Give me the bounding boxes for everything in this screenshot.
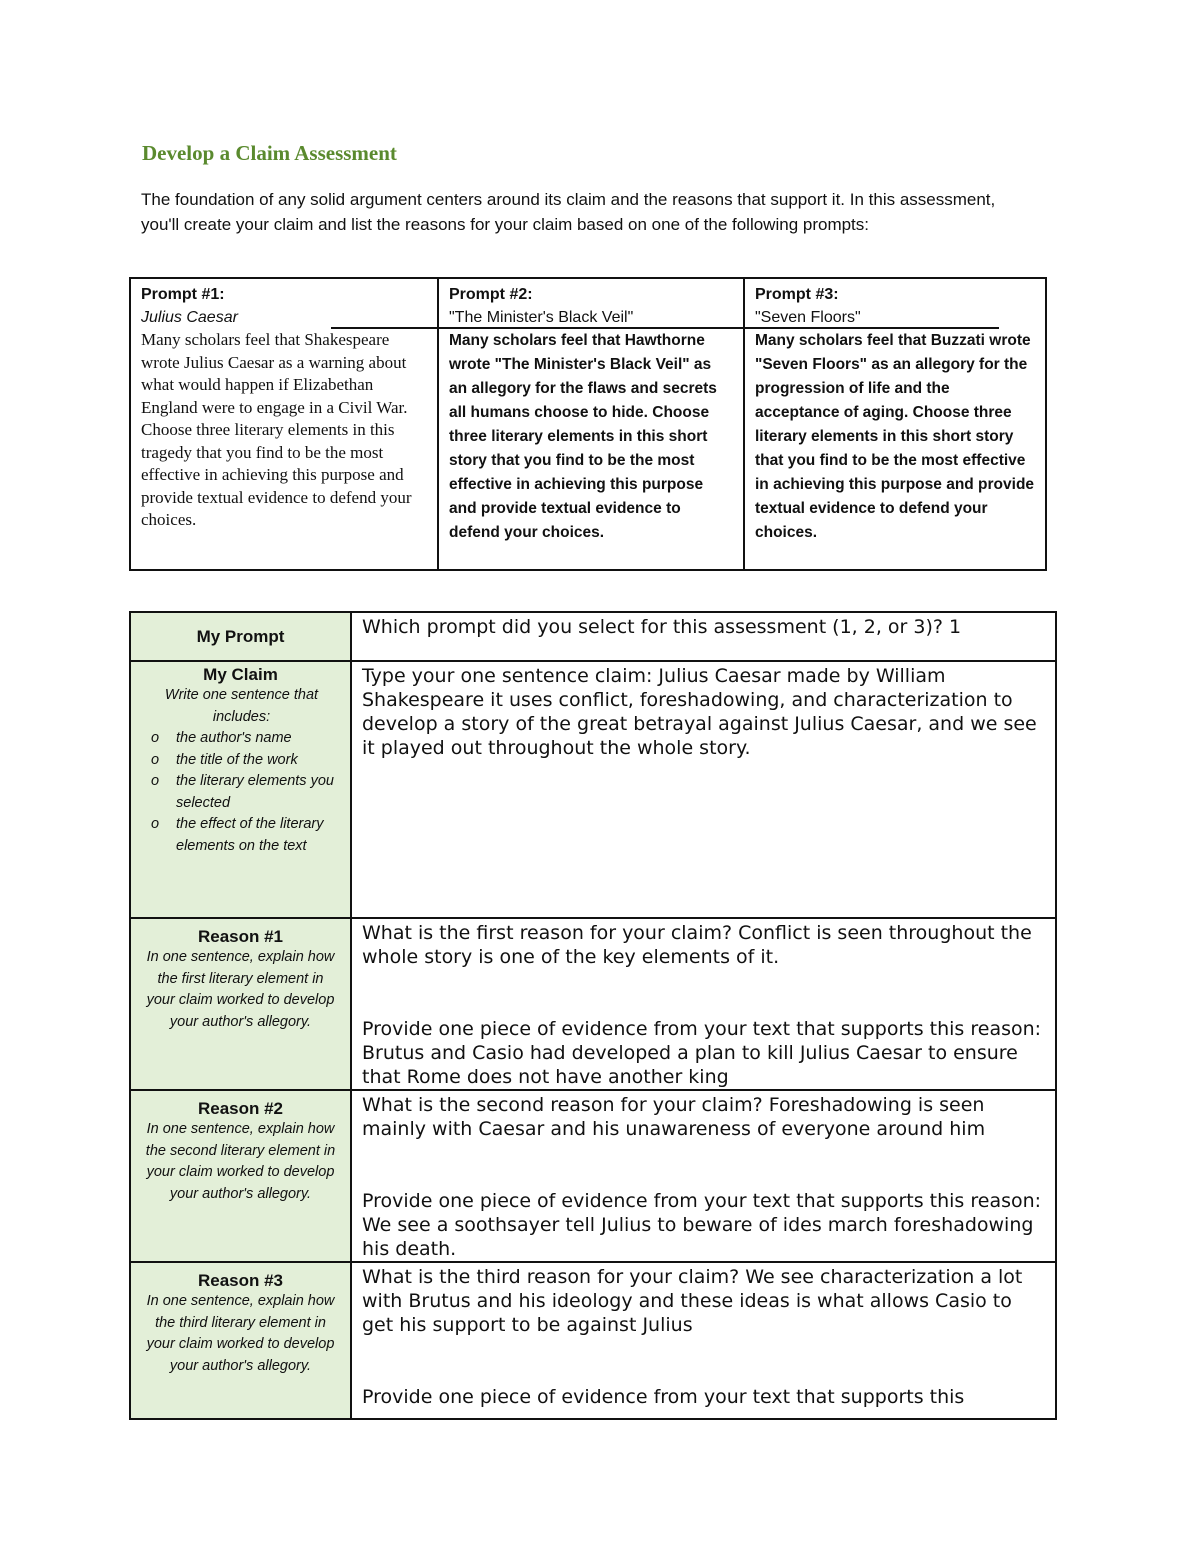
- reason-2-row: [130, 1090, 1056, 1262]
- reason-2-evidence[interactable]: Provide one piece of evidence from your text that supports this reason: We see a soothsayer tell Julius to beware of ides march foreshadowing his death.: [362, 1190, 1042, 1260]
- spacer: [362, 969, 1045, 1017]
- spacer: [362, 1337, 1045, 1385]
- reason-3-instruction: In one sentence, explain how the third literary element in your claim worked to develop your author's allegory.: [146, 1293, 335, 1374]
- my-prompt-label-cell: [130, 612, 351, 661]
- reason-1-instruction: In one sentence, explain how the first literary element in your claim worked to develop your author's allegory.: [146, 949, 335, 1030]
- intro-paragraph: The foundation of any solid argument centers around its claim and the reasons that support it. In this assessment, you'll create your claim and list the reasons for your claim based on one of the following prompts:: [141, 190, 996, 234]
- criteria-item: o the literary elements you selected: [151, 771, 340, 814]
- prompt-1-number: Prompt #1:: [141, 286, 225, 303]
- criteria-item: o the title of the work: [151, 750, 340, 772]
- prompt-1-divider: [331, 327, 437, 329]
- my-claim-instruction: Write one sentence that includes:: [164, 687, 319, 725]
- spacer: [362, 1141, 1045, 1189]
- reason-3-reason[interactable]: What is the third reason for your claim? We see characterization a lot with Brutus and his ideology and these ideas is what allows Casio to get his support to be against Julius: [362, 1266, 1023, 1336]
- criteria-item: o the author's name: [151, 728, 340, 750]
- prompt-3-divider: [745, 327, 999, 329]
- prompt-1-header: [131, 279, 437, 327]
- my-claim-row: [130, 661, 1056, 918]
- prompt-2-cell: [437, 279, 743, 569]
- reason-3-label: Reason #3: [197, 1271, 284, 1290]
- my-claim-label: My Claim: [203, 665, 278, 684]
- claim-criteria-list: [131, 728, 350, 857]
- prompt-3-work: "Seven Floors": [755, 309, 861, 326]
- reason-2-answer-cell[interactable]: [351, 1090, 1056, 1262]
- prompt-1-text: Many scholars feel that Shakespeare wrote Julius Caesar as a warning about what would happen if Elizabethan England were to engage in a Civil War. Choose three literary elements in this tragedy that you find to be the most effective in achieving this purpose and provide textual evidence to defend your choices.: [141, 330, 412, 529]
- prompt-1-work: Julius Caesar: [141, 309, 238, 326]
- reason-3-answer-cell[interactable]: [351, 1262, 1056, 1419]
- prompt-2-text: Many scholars feel that Hawthorne wrote "The Minister's Black Veil" as an allegory for the flaws and secrets all humans choose to hide. Choose three literary elements in this short story that you find to be the most effective in achieving this purpose and provide textual evidence to defend your choices.: [449, 332, 717, 541]
- prompt-2-divider: [439, 327, 743, 329]
- prompt-3-number: Prompt #3:: [755, 286, 839, 303]
- reason-1-answer-cell[interactable]: [351, 918, 1056, 1090]
- reason-1-label-cell: [130, 918, 351, 1090]
- my-claim-answer[interactable]: Type your one sentence claim: Julius Caesar made by William Shakespeare it uses conflict, foreshadowing, and characterization to develop a story of the great betrayal against Julius Caesar, and we see it played out throughout the whole story.: [351, 661, 1056, 918]
- assessment-table: [129, 611, 1057, 1420]
- reason-3-evidence[interactable]: Provide one piece of evidence from your text that supports this: [362, 1386, 965, 1408]
- prompt-3-cell: [743, 279, 1045, 569]
- reason-2-instruction: In one sentence, explain how the second literary element in your claim worked to develop your author's allegory.: [145, 1121, 336, 1202]
- reason-2-label-cell: [130, 1090, 351, 1262]
- prompt-1-cell: [131, 279, 437, 569]
- reason-2-label: Reason #2: [197, 1099, 284, 1118]
- prompt-2-header: [439, 279, 743, 327]
- reason-3-label-cell: [130, 1262, 351, 1419]
- reason-1-label: Reason #1: [197, 927, 284, 946]
- prompt-3-text: Many scholars feel that Buzzati wrote "Seven Floors" as an allegory for the progression of life and the acceptance of aging. Choose three literary elements in this short story that you find to be the most effective in achieving this purpose and provide textual evidence to defend your choices.: [755, 332, 1035, 541]
- my-prompt-row: [130, 612, 1056, 661]
- criteria-item: o the effect of the literary elements on the text: [151, 814, 340, 857]
- prompt-2-number: Prompt #2:: [449, 286, 533, 303]
- reason-2-reason[interactable]: What is the second reason for your claim? Foreshadowing is seen mainly with Caesar and his unawareness of everyone around him: [362, 1094, 986, 1140]
- reason-1-row: [130, 918, 1056, 1090]
- prompts-table: [129, 277, 1047, 571]
- reason-1-evidence[interactable]: Provide one piece of evidence from your text that supports this reason: Brutus and Casio had developed a plan to kill Julius Caesar to ensure that Rome does not have another king: [362, 1018, 1042, 1088]
- my-claim-label-cell: [130, 661, 351, 918]
- prompt-3-header: [745, 279, 1045, 327]
- prompt-2-work: "The Minister's Black Veil": [449, 309, 634, 326]
- my-prompt-answer[interactable]: Which prompt did you select for this assessment (1, 2, or 3)? 1: [351, 612, 1056, 661]
- page-title: Develop a Claim Assessment: [142, 141, 397, 165]
- reason-1-reason[interactable]: What is the first reason for your claim? Conflict is seen throughout the whole story is one of the key elements of it.: [362, 922, 1032, 968]
- my-prompt-label: My Prompt: [196, 626, 285, 646]
- reason-3-row: [130, 1262, 1056, 1419]
